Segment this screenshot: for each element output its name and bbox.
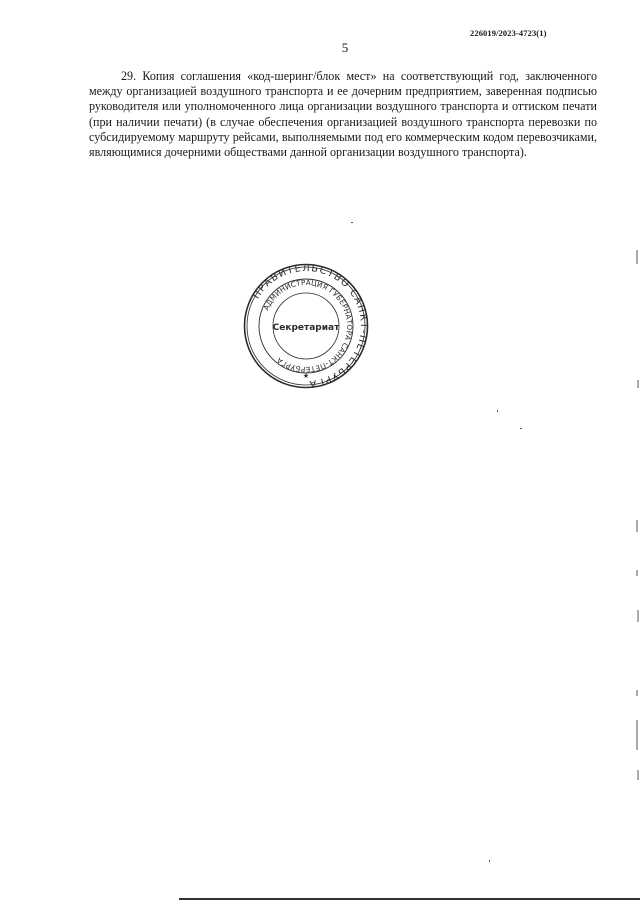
stamp-center-text: Секретариат (272, 323, 340, 333)
scan-speck (497, 410, 498, 412)
scan-speck (351, 222, 353, 223)
page-number: 5 (341, 40, 349, 55)
stamp-inner-text: АДМИНИСТРАЦИЯ ГУБЕРНАТОРА САНКТ-ПЕТЕРБУРГА (261, 277, 355, 375)
paragraph-text: 29. Копия соглашения «код-шеринг/блок мест» на соответствующий год, заключенного между организацией воздушного транспорта и ее дочерним предприятием, заверенная подписью руководителя или уполномоченного лица организации воздушного транспорта и оттиском печати (при наличии печати) (в случае обеспечения организацией воздушного транспорта перевозки по субсидируемому маршруту рейсами, выполняемыми под его коммерческим кодом перевозчиками, являющимися дочерними обществами данной организации воздушного транспорта). (89, 69, 597, 160)
document-id: 226019/2023-4723(1) (470, 28, 547, 38)
scan-speck (520, 428, 522, 429)
bottom-rule (179, 898, 640, 900)
paragraph-29 (89, 69, 597, 160)
scan-speck (489, 860, 490, 862)
seal-stamp (243, 263, 369, 389)
scan-edge-marks (634, 250, 640, 850)
stamp-outer-text: ПРАВИТЕЛЬСТВО САНКТ-ПЕТЕРБУРГА (250, 263, 369, 389)
stamp-star-icon: ★ (302, 372, 310, 380)
